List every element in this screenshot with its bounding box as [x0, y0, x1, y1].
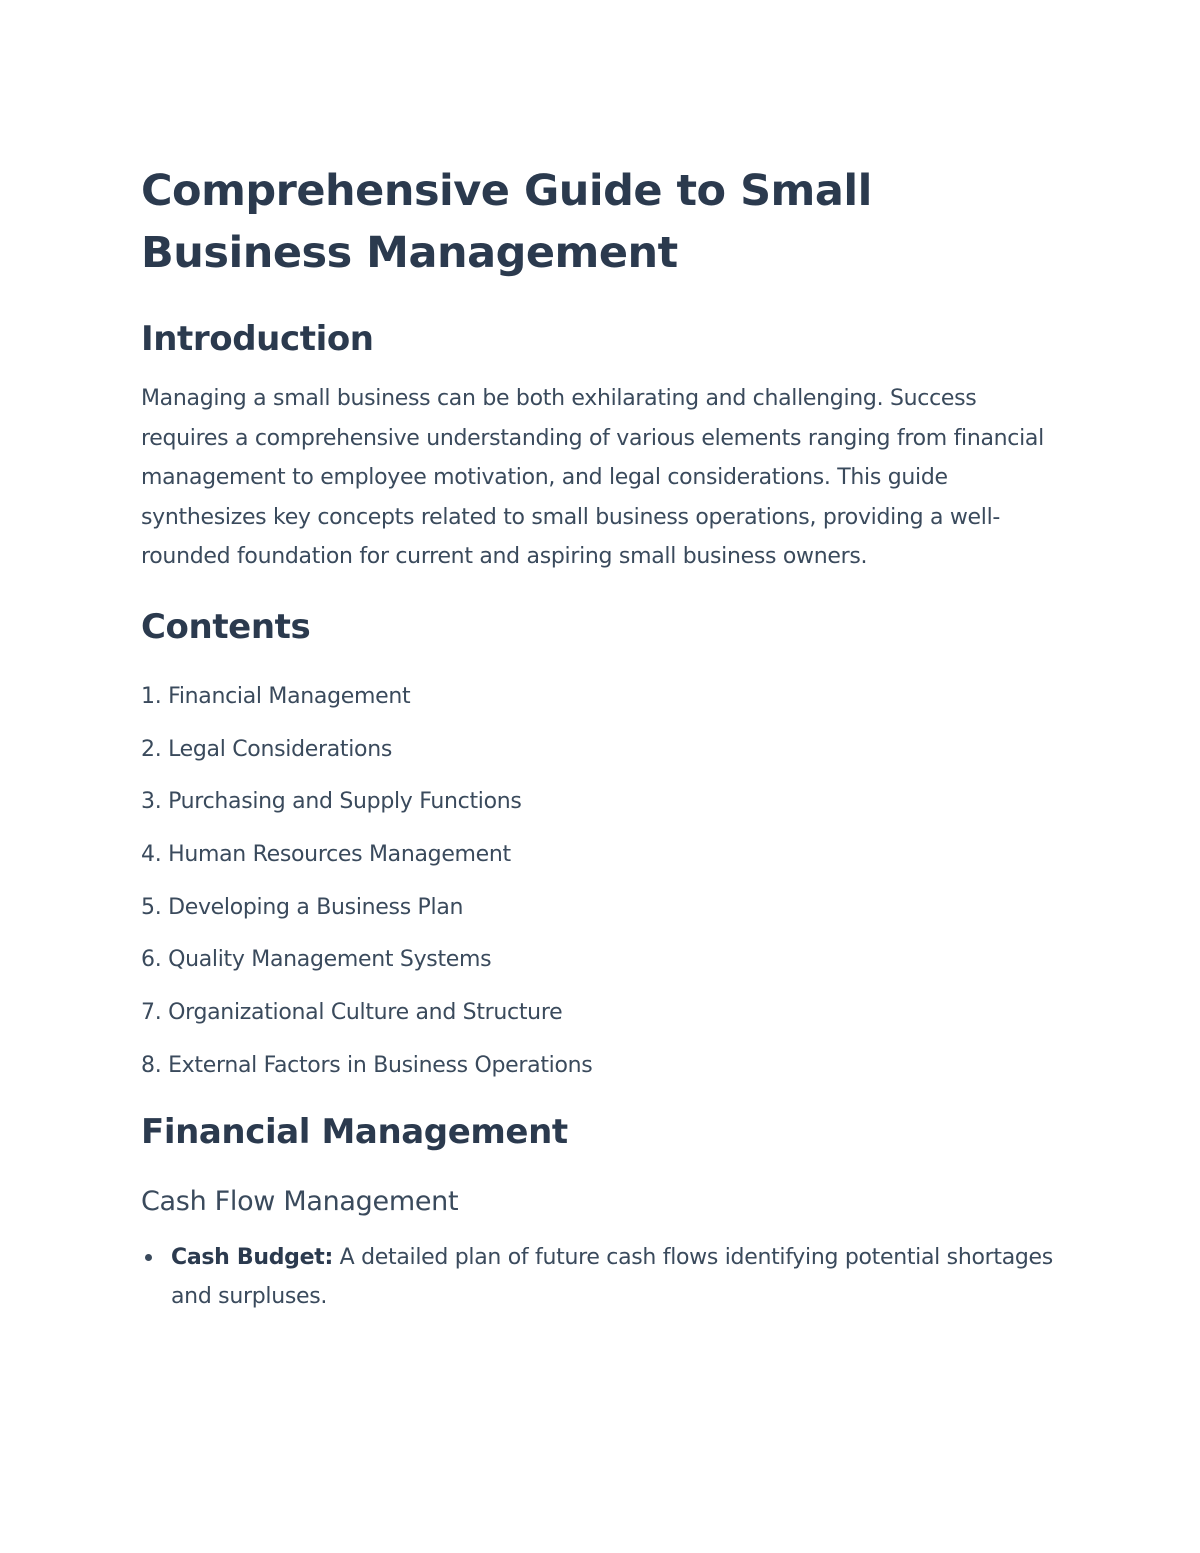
contents-item-purchasing-supply: 3. Purchasing and Supply Functions [141, 789, 522, 815]
contents-item-business-plan: 5. Developing a Business Plan [141, 894, 464, 920]
list-item [141, 1238, 1061, 1317]
contents-item-organizational-culture: 7. Organizational Culture and Structure [141, 1000, 563, 1026]
contents-list [141, 671, 1061, 1093]
contents-heading: Contents [141, 606, 311, 647]
bullet-text: A detailed plan of future cash flows identifying potential shortages and surpluses. [171, 1244, 1053, 1310]
introduction-paragraph: Managing a small business can be both exhilarating and challenging. Success requires a comprehensive understanding of various elements ranging from financial management to employee motivation, and legal considerations. This guide synthesizes key concepts related to small business operations, providing a well-rounded foundation for current and aspiring small business owners. [141, 386, 1044, 570]
bullet-term: Cash Budget: [171, 1244, 333, 1270]
contents-item-quality-management: 6. Quality Management Systems [141, 947, 492, 973]
document-title-line-1: Comprehensive Guide to Small [141, 166, 872, 216]
financial-management-heading: Financial Management [141, 1111, 568, 1152]
document-title-line-2: Business Management [141, 228, 678, 278]
document-title [141, 160, 1061, 284]
cash-flow-heading: Cash Flow Management [141, 1185, 459, 1217]
cash-flow-bullet-list [141, 1238, 1061, 1317]
contents-item-external-factors: 8. External Factors in Business Operations [141, 1052, 593, 1078]
contents-item-legal-considerations: 2. Legal Considerations [141, 736, 393, 762]
contents-item-financial-management: 1. Financial Management [141, 683, 411, 709]
bullet-dot-icon [145, 1254, 152, 1261]
document-page [141, 160, 1061, 1317]
introduction-heading: Introduction [141, 319, 374, 359]
contents-item-human-resources: 4. Human Resources Management [141, 842, 511, 868]
